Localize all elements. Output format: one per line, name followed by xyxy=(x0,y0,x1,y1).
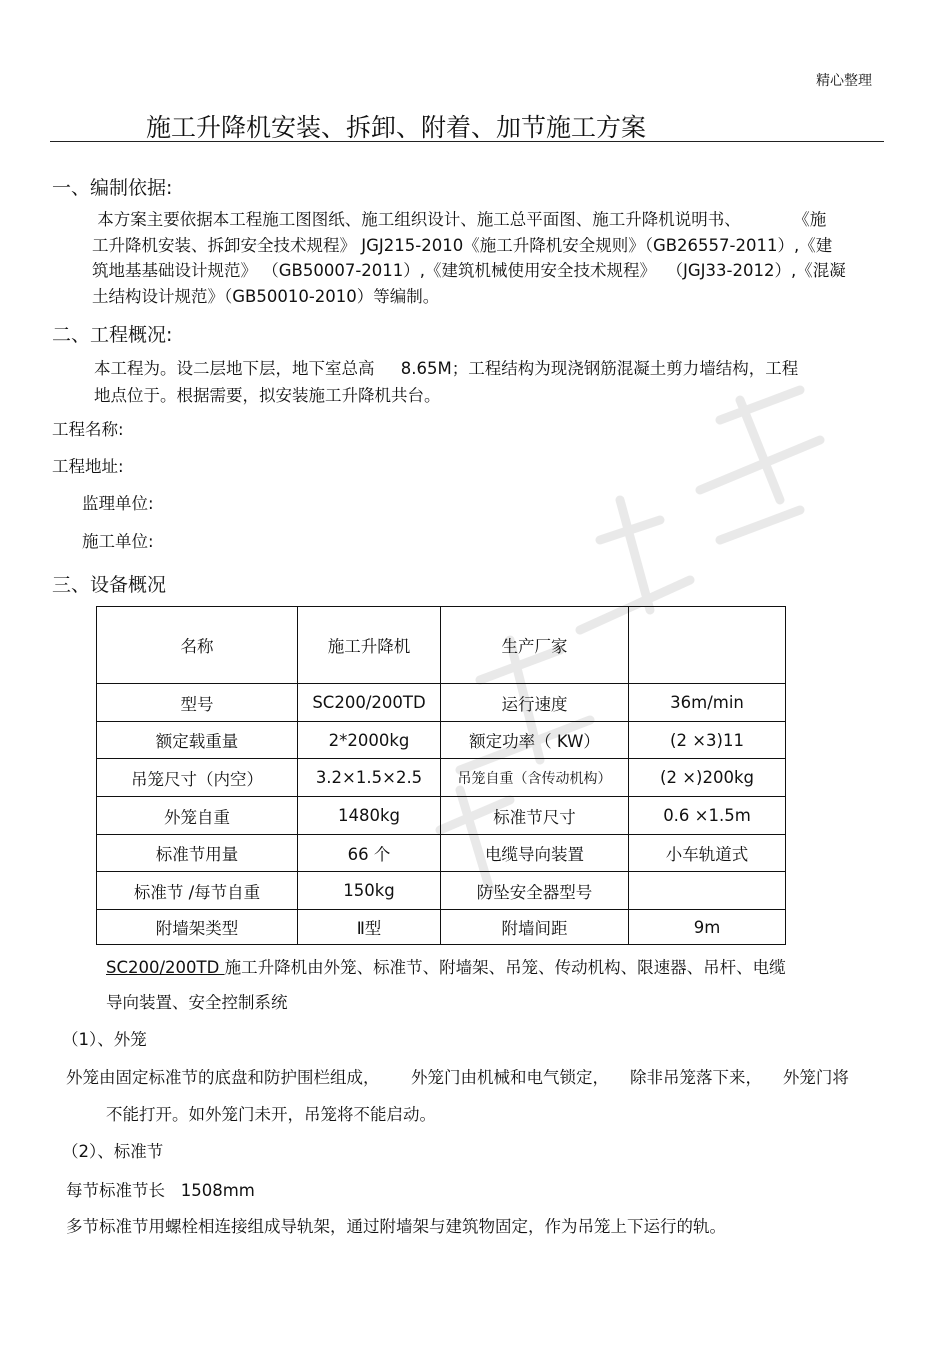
table-cell xyxy=(629,607,786,684)
table-row xyxy=(97,835,786,872)
section1-line: 筑地基基础设计规范》 （GB50007-2011）,《建筑机械使用安全技术规程》 （JGJ33-2012）,《混凝 xyxy=(92,261,846,280)
table-cell: (2 ×)200kg xyxy=(629,759,786,797)
table-row xyxy=(97,759,786,797)
supervision-unit-label: 监理单位: xyxy=(82,494,154,513)
table-cell: 36m/min xyxy=(629,684,786,722)
table-cell: 3.2×1.5×2.5 xyxy=(298,759,441,797)
project-address-label: 工程地址: xyxy=(52,457,124,476)
table-row xyxy=(97,872,786,910)
table-cell xyxy=(629,872,786,910)
table-cell: 生产厂家 xyxy=(441,607,629,684)
table-cell: 附墙架类型 xyxy=(97,910,298,945)
table-cell: SC200/200TD xyxy=(298,684,441,722)
document-title: 施工升降机安装、拆卸、附着、加节施工方案 xyxy=(146,113,647,142)
table-cell: 外笼自重 xyxy=(97,797,298,835)
table-row xyxy=(97,607,786,684)
after-table-line2: 导向装置、安全控制系统 xyxy=(106,993,288,1012)
section1-body xyxy=(92,207,884,309)
table-cell: 施工升降机 xyxy=(298,607,441,684)
table-cell: 电缆导向装置 xyxy=(441,835,629,872)
section2-line: 地点位于。根据需要，拟安装施工升降机共台。 xyxy=(94,385,441,405)
table-cell: (2 ×3)11 xyxy=(629,722,786,759)
table-cell: 型号 xyxy=(97,684,298,722)
section2-heading: 二、工程概况: xyxy=(52,324,173,346)
table-cell: 运行速度 xyxy=(441,684,629,722)
section2-body xyxy=(94,356,874,409)
table-cell: 2*2000kg xyxy=(298,722,441,759)
sub1-line1: 外笼由固定标准节的底盘和防护围栏组成， 外笼门由机械和电气锁定， 除非吊笼落下来， 外笼门将 xyxy=(66,1068,849,1087)
sub1-heading: （1）、外笼 xyxy=(62,1030,147,1049)
table-cell: 名称 xyxy=(97,607,298,684)
table-cell: 额定载重量 xyxy=(97,722,298,759)
table-row xyxy=(97,910,786,945)
table-cell: 额定功率（ KW） xyxy=(441,722,629,759)
table-cell: Ⅱ型 xyxy=(298,910,441,945)
section1-line: 本方案主要依据本工程施工图图纸、施工组织设计、施工总平面图、施工升降机说明书、 《施 xyxy=(92,210,827,229)
table-cell: 标准节尺寸 xyxy=(441,797,629,835)
table-cell: 小车轨道式 xyxy=(629,835,786,872)
section1-line: 土结构设计规范》（GB50010-2010）等编制。 xyxy=(92,286,440,306)
after-table-line1 xyxy=(106,955,786,981)
table-cell: 标准节用量 xyxy=(97,835,298,872)
project-name-label: 工程名称: xyxy=(52,420,124,439)
header-note: 精心整理 xyxy=(816,73,872,89)
table-cell: 防坠安全器型号 xyxy=(441,872,629,910)
section2-line: 本工程为。设二层地下层，地下室总高 8.65M；工程结构为现浇钢筋混凝土剪力墙结构，工程 xyxy=(94,359,799,378)
table-cell: 吊笼自重（含传动机构） xyxy=(441,759,629,797)
section1-heading: 一、编制依据: xyxy=(52,177,173,199)
section1-line: 工升降机安装、拆卸安全技术规程》 JGJ215-2010《施工升降机安全规则》（GB26557-2011）,《建 xyxy=(92,235,833,255)
table-row xyxy=(97,722,786,759)
table-cell: 9m xyxy=(629,910,786,945)
sub1-line2: 不能打开。如外笼门未开，吊笼将不能启动。 xyxy=(106,1105,436,1124)
sub2-line1: 每节标准节长 1508mm xyxy=(66,1181,255,1200)
table-cell: 附墙间距 xyxy=(441,910,629,945)
table-cell: 150kg xyxy=(298,872,441,910)
table-cell: 0.6 ×1.5m xyxy=(629,797,786,835)
table-cell: 标准节 /每节自重 xyxy=(97,872,298,910)
sub2-heading: （2）、标准节 xyxy=(62,1142,164,1161)
table-cell: 66 个 xyxy=(298,835,441,872)
table-row xyxy=(97,684,786,722)
table-cell: 1480kg xyxy=(298,797,441,835)
section3-heading: 三、设备概况 xyxy=(52,574,167,596)
table-cell: 吊笼尺寸（内空） xyxy=(97,759,298,797)
table-row xyxy=(97,797,786,835)
title-divider xyxy=(50,141,884,142)
construction-unit-label: 施工单位: xyxy=(82,532,154,551)
equipment-table xyxy=(96,606,786,945)
after-table-text: 施工升降机由外笼、标准节、附墙架、吊笼、传动机构、限速器、吊杆、电缆 xyxy=(224,958,786,977)
model-underlined: SC200/200TD xyxy=(106,958,225,977)
sub2-line2: 多节标准节用螺栓相连接组成导轨架，通过附墙架与建筑物固定，作为吊笼上下运行的轨。 xyxy=(66,1217,726,1236)
